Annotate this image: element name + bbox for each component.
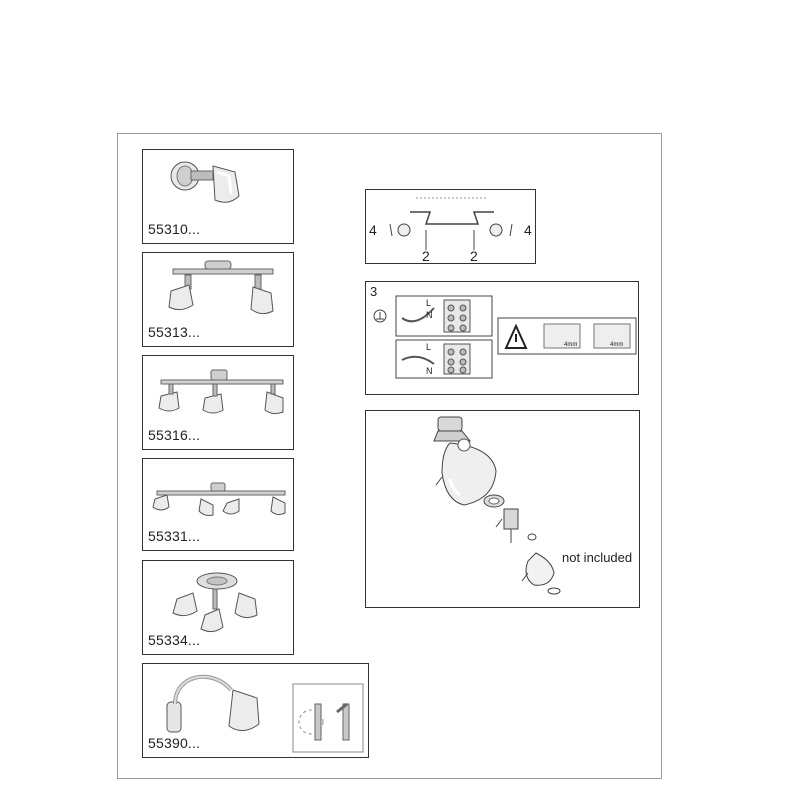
terminal-label-l: L [426,342,432,352]
model-code: 55310... [148,221,201,237]
model-code: 55331... [148,528,201,544]
mounting-step [365,189,536,264]
screw-count-right: 4 [524,222,532,238]
model-code: 55390... [148,735,201,751]
terminal-label-n: N [426,310,433,320]
model-code: 55313... [148,324,201,340]
mounting-illustration [366,190,537,265]
strip-length-label: 4mm [610,342,624,348]
model-card-55331 [142,458,294,551]
assembly-illustration [366,411,641,609]
bulb-assembly-step [365,410,640,608]
step-number: 3 [370,284,378,299]
terminal-label-n: N [426,366,433,376]
strip-length-label: 4mm [564,342,578,348]
model-card-55316 [142,355,294,450]
anchor-count-right: 2 [470,248,478,264]
not-included-note: not included [562,550,633,565]
wiring-illustration [366,282,640,396]
model-code: 55316... [148,427,201,443]
model-card-55334 [142,560,294,655]
model-card-55310 [142,149,294,244]
wiring-step [365,281,639,395]
model-card-55313 [142,252,294,347]
model-code: 55334... [148,632,201,648]
terminal-label-l: L [426,298,432,308]
anchor-count-left: 2 [422,248,430,264]
screw-count-left: 4 [369,222,377,238]
model-card-55390 [142,663,369,758]
